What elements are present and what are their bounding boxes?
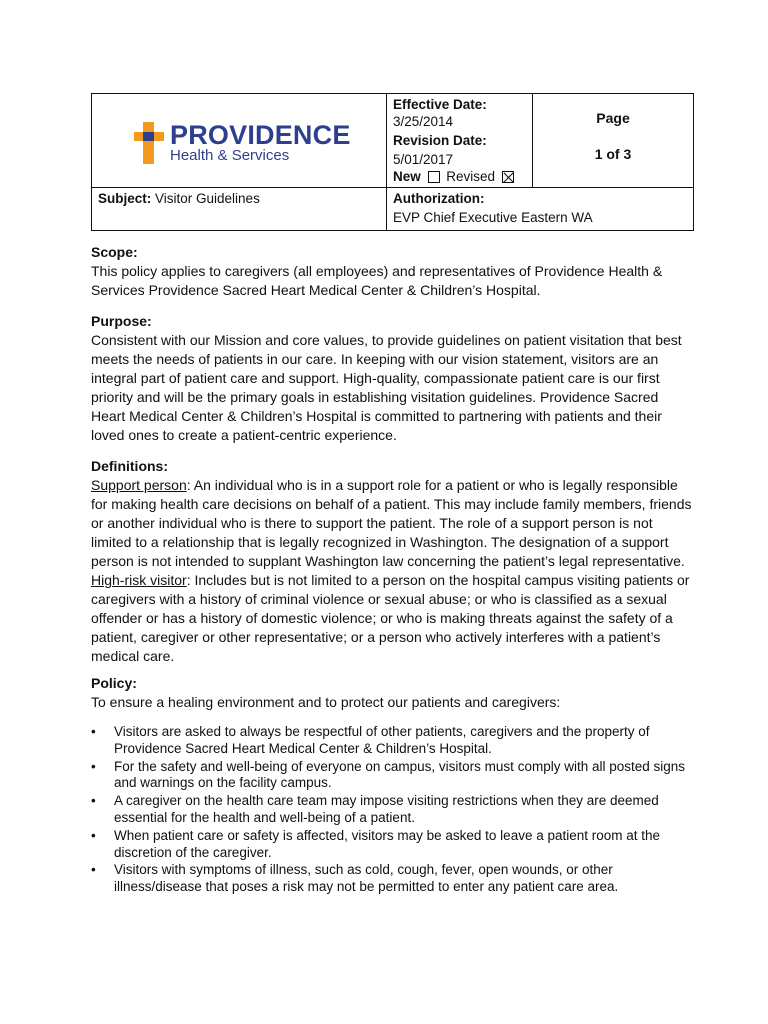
page-label: Page: [596, 110, 630, 126]
scope-heading: Scope:: [91, 244, 138, 260]
revision-date-label: Revision Date:: [393, 133, 487, 148]
scope-text: This policy applies to caregivers (all employees) and representatives of Providence Health & Services Providence Sacred Heart Medical Center & Children’s Hospital.: [91, 263, 663, 298]
subject-cell: [92, 188, 387, 231]
policy-intro: To ensure a healing environment and to protect our patients and caregivers:: [91, 694, 561, 710]
list-item: • When patient care or safety is affected, visitors may be asked to leave a patient room at the discretion of the caregiver.: [91, 828, 693, 862]
list-item: • A caregiver on the health care team may impose visiting restrictions when they are deemed essential for the health and well-being of a patient.: [91, 793, 693, 827]
purpose-text: Consistent with our Mission and core values, to provide guidelines on patient visitation that best meets the needs of patients in our care. In keeping with our vision statement, visitors are an integral part of patient care and support. High-quality, compassionate patient care is our first priority and will be the primary goals in establishing visitation guidelines. Providence Sacred Heart Medical Center & Children’s Hospital is committed to partnering with patients and their loved ones to create a patient-centric experience.: [91, 332, 682, 443]
high-risk-visitor-text: : Includes but is not limited to a person on the hospital campus visiting patients or caregivers with a history of criminal violence or sexual abuse; or who is classified as a sexual offender or has a history of domestic violence; or who is making threats against the safety of a patient, caregiver or other representative; or a person who actively interferes with a patient’s medical care.: [91, 572, 690, 664]
new-label: New: [393, 169, 421, 184]
scope-section: [91, 243, 693, 300]
effective-date-label: Effective Date:: [393, 97, 487, 112]
new-checkbox[interactable]: [428, 171, 440, 183]
revision-date-value: 5/01/2017: [393, 152, 454, 167]
definitions-section: [91, 457, 693, 666]
support-person-term: Support person: [91, 477, 187, 493]
logo-name: PROVIDENCE: [170, 120, 351, 150]
logo-subtitle: Health & Services: [170, 147, 290, 164]
policy-header-table: [91, 93, 694, 231]
policy-section: [91, 674, 693, 896]
page-number: 1 of 3: [594, 146, 632, 162]
list-item: • For the safety and well-being of everyone on campus, visitors must comply with all posted signs and warnings on the facility campus.: [91, 759, 693, 793]
policy-heading: Policy:: [91, 675, 137, 691]
purpose-heading: Purpose:: [91, 313, 152, 329]
authorization-cell: [387, 188, 694, 231]
list-item: • Visitors are asked to always be respectful of other patients, caregivers and the property of Providence Sacred Heart Medical Center & Children’s Hospital.: [91, 724, 693, 758]
authorization-label: Authorization:: [393, 191, 485, 206]
logo-cell: [92, 94, 387, 188]
policy-bullet-list: [91, 724, 693, 896]
high-risk-visitor-term: High-risk visitor: [91, 572, 187, 588]
support-person-definition: [91, 476, 693, 571]
cross-logo-icon: [134, 122, 164, 164]
effective-date-value: 3/25/2014: [393, 114, 454, 129]
page-cell: [533, 94, 694, 188]
revised-label: Revised: [446, 169, 496, 184]
list-item: • Visitors with symptoms of illness, such as cold, cough, fever, open wounds, or other illness/disease that poses a risk may not be permitted to enter any patient care area.: [91, 862, 693, 896]
subject-label: Subject:: [98, 191, 152, 206]
dates-cell: [387, 94, 533, 188]
support-person-text: : An individual who is in a support role for a patient or who is legally responsible for making health care decisions on behalf of a patient. This may include family members, friends or another individual who is there to support the patient. The role of a support person is not limited to a relationship that is legally recognized in Washington. The designation of a support person is not intended to supplant Washington law concerning the patient’s legal representative.: [91, 477, 692, 569]
authorization-value: EVP Chief Executive Eastern WA: [393, 210, 593, 225]
revised-checkbox-checked[interactable]: [502, 171, 514, 183]
subject-value: Visitor Guidelines: [151, 191, 260, 206]
definitions-heading: Definitions:: [91, 458, 168, 474]
providence-logo: [134, 120, 351, 164]
high-risk-visitor-definition: [91, 571, 693, 666]
policy-body: [91, 243, 693, 897]
new-revised-row: [393, 168, 526, 185]
purpose-section: [91, 312, 693, 445]
